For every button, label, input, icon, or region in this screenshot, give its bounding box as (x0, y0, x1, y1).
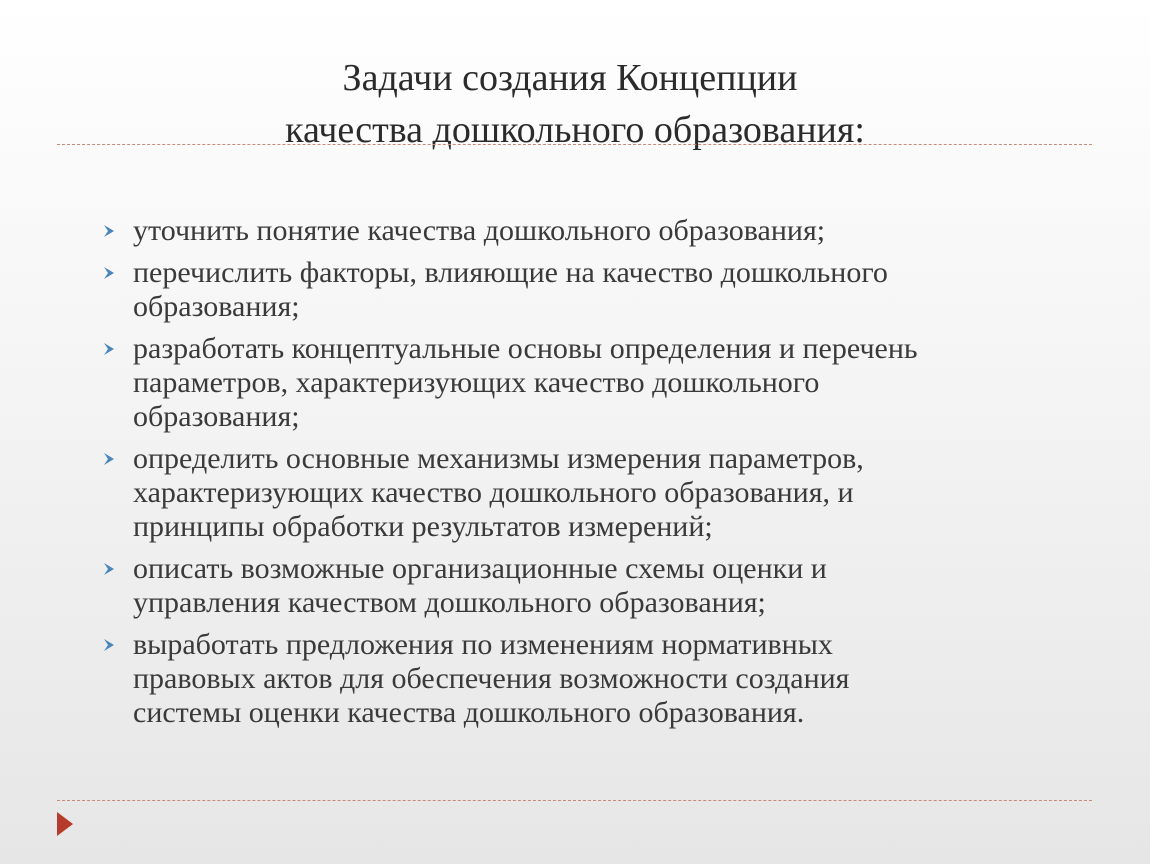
chevron-right-icon (102, 452, 116, 466)
item-line: определить основные механизмы измерения параметров, (133, 442, 864, 475)
item-line: разработать концептуальные основы определения и перечень (133, 332, 918, 365)
item-line: системы оценки качества дошкольного образования. (133, 696, 805, 729)
item-line: управления качеством дошкольного образования; (133, 586, 766, 619)
list-item (100, 442, 1100, 544)
chevron-right-icon (102, 342, 116, 356)
list-item (100, 628, 1100, 730)
title-line-1: Задачи создания Концепции (342, 57, 798, 99)
item-line: образования; (133, 290, 300, 323)
item-line: образования; (133, 400, 300, 433)
list-item (100, 214, 1100, 248)
slide-title (0, 52, 1150, 156)
play-triangle-icon[interactable] (56, 811, 74, 837)
item-line: принципы обработки результатов измерений; (133, 510, 713, 543)
chevron-right-icon (102, 638, 116, 652)
item-line: правовых актов для обеспечения возможности создания (133, 662, 850, 695)
item-line: описать возможные организационные схемы оценки и (133, 552, 827, 585)
item-line: перечислить факторы, влияющие на качество дошкольного (133, 256, 888, 289)
item-line: уточнить понятие качества дошкольного образования; (133, 214, 826, 247)
list-item (100, 332, 1100, 434)
chevron-right-icon (102, 266, 116, 280)
title-divider (57, 144, 1092, 145)
item-line: характеризующих качество дошкольного образования, и (133, 476, 854, 509)
item-line: параметров, характеризующих качество дошкольного (133, 366, 820, 399)
footer-divider (57, 800, 1092, 801)
chevron-right-icon (102, 224, 116, 238)
item-line: выработать предложения по изменениям нормативных (133, 628, 833, 661)
list-item (100, 552, 1100, 620)
task-list (100, 214, 1100, 738)
title-line-2: качества дошкольного образования: (285, 109, 865, 151)
list-item (100, 256, 1100, 324)
chevron-right-icon (102, 562, 116, 576)
